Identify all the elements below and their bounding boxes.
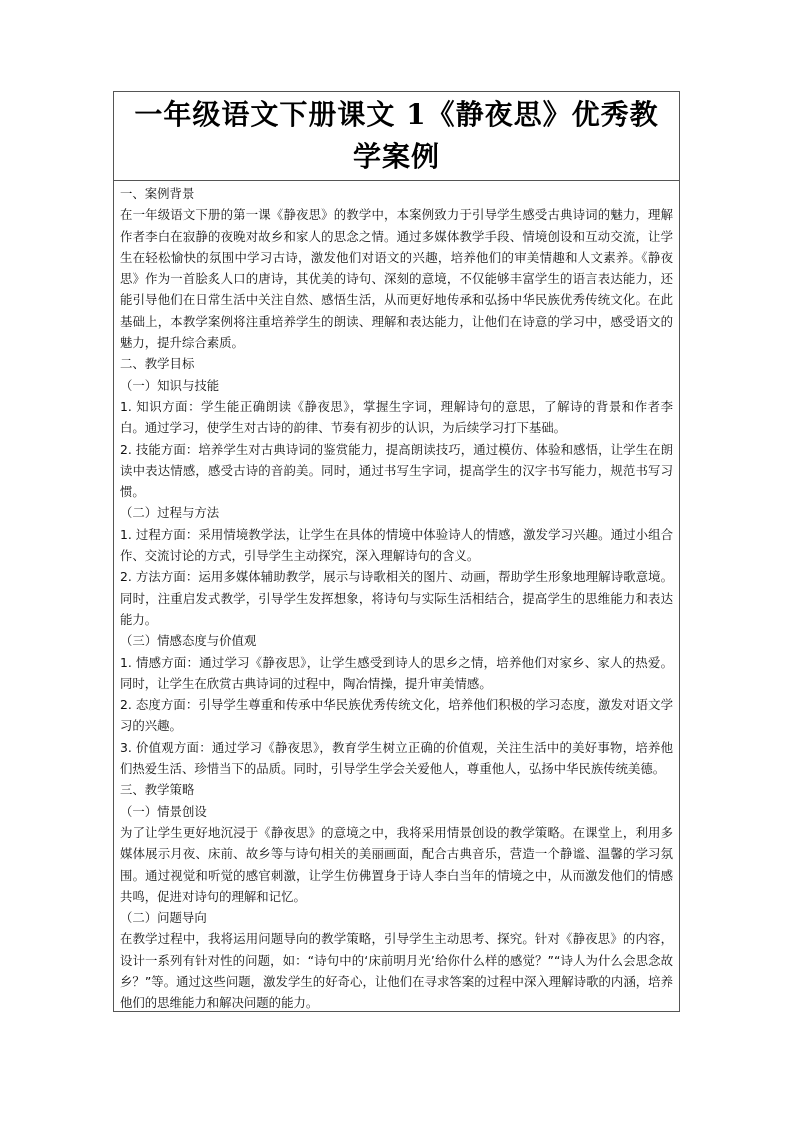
subheading-question-oriented: （二）问题导向 [120, 910, 207, 926]
subheading-scenario: （一）情景创设 [120, 803, 207, 819]
paragraph-values: 3. 价值观方面：通过学习《静夜思》，教育学生树立正确的价值观，关注生活中的美好事物，培养他们热爱生活、珍惜当下的品质。同时，引导学生学会关爱他人，尊重他人，弘扬中华民族传统美德。 [120, 739, 673, 777]
subheading-process-method: （二）过程与方法 [120, 505, 220, 521]
paragraph-method: 2. 方法方面：运用多媒体辅助教学，展示与诗歌相关的图片、动画，帮助学生形象地理解诗歌意境。同时，注重启发式教学，引导学生发挥想象，将诗句与实际生活相结合，提高学生的思维能力和表达能力。 [120, 569, 673, 627]
section-heading-strategy: 三、教学策略 [120, 782, 195, 798]
content-cell [114, 181, 679, 1014]
paragraph-scenario: 为了让学生更好地沉浸于《静夜思》的意境之中，我将采用情景创设的教学策略。在课堂上，利用多媒体展示月夜、床前、故乡等与诗句相关的美丽画面，配合古典音乐，营造一个静谧、温馨的学习氛围。通过视觉和听觉的感官刺激，让学生仿佛置身于诗人李白当年的情境之中，从而激发他们的情感共鸣，促进对诗句的理解和记忆。 [120, 824, 673, 904]
section-heading-goals: 二、教学目标 [120, 356, 195, 372]
title-cell [114, 92, 679, 181]
paragraph-process: 1. 过程方面：采用情境教学法，让学生在具体的情境中体验诗人的情感，激发学习兴趣。通过小组合作、交流讨论的方式，引导学生主动探究，深入理解诗句的含义。 [120, 526, 673, 564]
subheading-emotion-values: （三）情感态度与价值观 [120, 633, 257, 649]
document-title: 一年级语文下册课文 1《静夜思》优秀教学案例 [134, 98, 659, 173]
subheading-knowledge-skills: （一）知识与技能 [120, 377, 220, 393]
paragraph-attitude: 2. 态度方面：引导学生尊重和传承中华民族优秀传统文化，培养他们积极的学习态度，激发对语文学习的兴趣。 [120, 697, 673, 734]
section-heading-background: 一、案例背景 [120, 186, 195, 201]
paragraph-skills: 2. 技能方面：培养学生对古典诗词的鉴赏能力，提高朗读技巧，通过模仿、体验和感悟，让学生在朗读中表达情感，感受古诗的音韵美。同时，通过书写生字词，提高学生的汉字书写能力，规范书写习惯。 [120, 441, 673, 500]
paragraph-emotion: 1. 情感方面：通过学习《静夜思》，让学生感受到诗人的思乡之情，培养他们对家乡、家人的热爱。同时，让学生在欣赏古典诗词的过程中，陶冶情操，提升审美情感。 [120, 654, 673, 691]
paragraph-background: 在一年级语文下册的第一课《静夜思》的教学中，本案例致力于引导学生感受古典诗词的魅力，理解作者李白在寂静的夜晚对故乡和家人的思念之情。通过多媒体教学手段、情境创设和互动交流，让学生在轻松愉快的氛围中学习古诗，激发他们对语文的兴趣，培养他们的审美情趣和人文素养。《静夜思》作为一首脍炙人口的唐诗，其优美的诗句、深刻的意境，不仅能够丰富学生的语言表达能力，还能引导他们在日常生活中关注自然、感悟生活，从而更好地传承和弘扬中华民族优秀传统文化。在此基础上，本教学案例将注重培养学生的朗读、理解和表达能力，让他们在诗意的学习中，感受语文的魅力，提升综合素质。 [120, 207, 673, 351]
paragraph-knowledge: 1. 知识方面：学生能正确朗读《静夜思》，掌握生字词，理解诗句的意思，了解诗的背景和作者李白。通过学习，使学生对古诗的韵律、节奏有初步的认识，为后续学习打下基础。 [120, 398, 673, 436]
paragraph-question-oriented: 在教学过程中，我将运用问题导向的教学策略，引导学生主动思考、探究。针对《静夜思》的内容，设计一系列有针对性的问题，如：“诗句中的‘床前明月光’给你什么样的感觉？”“诗人为什么会思念故乡？”等。通过这些问题，激发学生的好奇心，让他们在寻求答案的过程中深入理解诗歌的内涵，培养他们的思维能力和解决问题的能力。 [120, 931, 673, 1011]
document-table [113, 91, 680, 1012]
